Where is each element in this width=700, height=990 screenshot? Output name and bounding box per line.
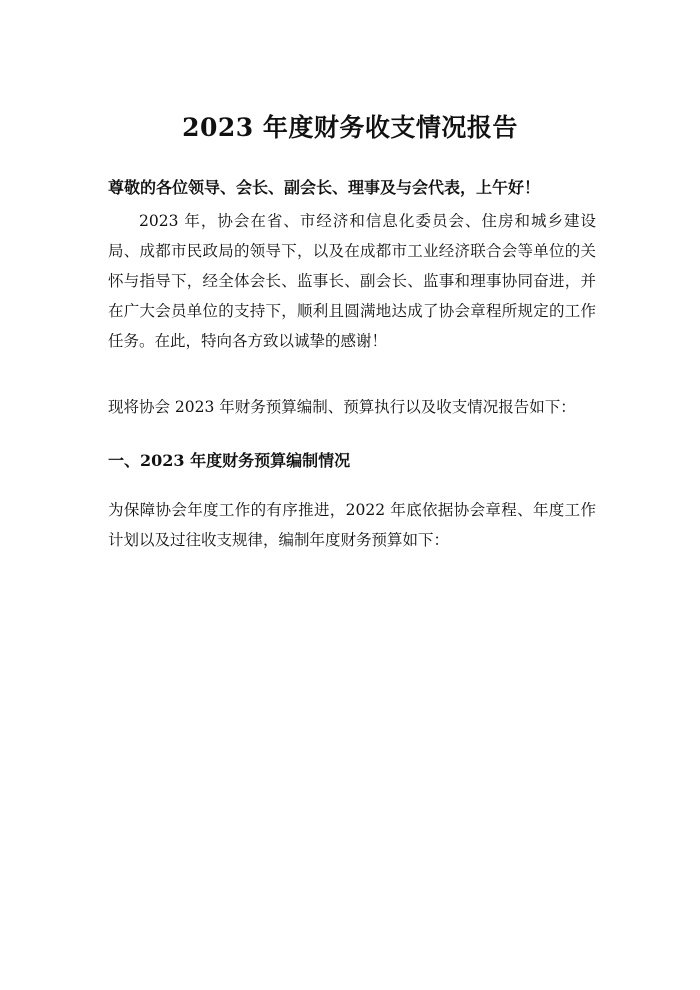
section-heading-budget: 一、2023 年度财务预算编制情况 [108, 451, 351, 470]
paragraph-intro: 2023 年，协会在省、市经济和信息化委员会、住房和城乡建设局、成都市民政局的领导下，以及在成都市工业经济联合会等单位的关怀与指导下，经全体会长、监事长、副会长、监事和理事协同奋进，并在广大会员单位的支持下，顺利且圆满地达成了协会章程所规定的工作任务。在此，特向各方致以诚挚的感谢！ [108, 212, 596, 350]
page-title: 2023 年度财务收支情况报告 [182, 113, 518, 142]
greeting: 尊敬的各位领导、会长、副会长、理事及与会代表，上午好！ [108, 178, 541, 197]
paragraph-budget-intro: 为保障协会年度工作的有序推进，2022 年底依据协会章程、年度工作计划以及过往收支规律，编制年度财务预算如下： [108, 501, 596, 549]
paragraph-report-lead: 现将协会 2023 年财务预算编制、预算执行以及收支情况报告如下： [108, 398, 576, 416]
